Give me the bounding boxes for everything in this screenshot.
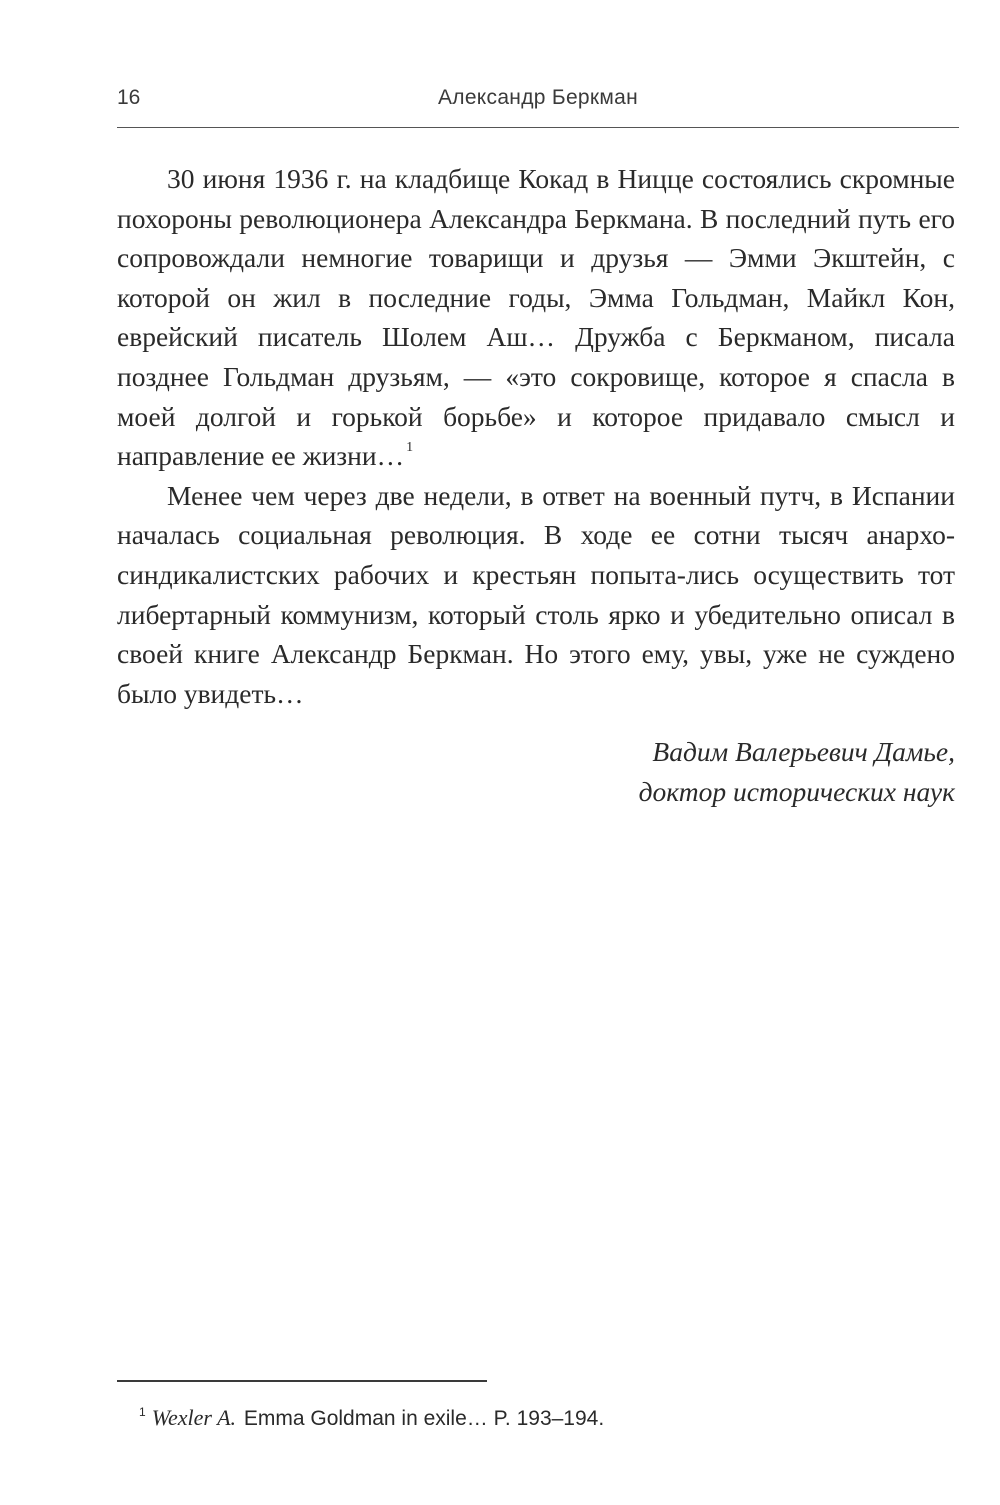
- paragraph-2-text: Менее чем через две недели, в ответ на военный путч, в Испании началась социальная революция. В ходе ее сотни тысяч анархо-синдикалистских рабочих и крестьян попыта-лись осуществить тот либертарный коммунизм, который столь ярко и убедительно описал в своей книге Александр Беркман. Но этого ему, увы, уже не суждено было увидеть…: [117, 479, 955, 709]
- paragraph-2: [117, 476, 955, 714]
- paragraph-1-text: 30 июня 1936 г. на кладбище Кокад в Ницце состоялись скромные похороны революционера Александра Беркмана. В последний путь его сопровождали немногие товарищи и друзья — Эмми Экштейн, с которой он жил в последние годы, Эмма Гольдман, Майкл Кон, еврейский писатель Шолем Аш… Дружба с Беркманом, писала позднее Гольдман друзьям, — «это сокровище, которое я спасла в моей долгой и горькой борьбе» и которое придавало смысл и направление ее жизни…: [117, 163, 955, 472]
- author-signature: [500, 732, 955, 812]
- footnote-author: Wexler A.: [151, 1405, 237, 1430]
- running-head: [117, 86, 959, 122]
- page-number: 16: [117, 86, 141, 109]
- footnote: [139, 1405, 604, 1431]
- footnote-text: Emma Goldman in exile… P. 193–194.: [243, 1407, 605, 1430]
- footnote-reference[interactable]: 1: [406, 440, 414, 456]
- footnote-rule: [117, 1380, 487, 1382]
- main-text: [117, 159, 955, 713]
- header-rule: [117, 127, 959, 128]
- signature-name: Вадим Валерьевич Дамье,: [652, 736, 955, 767]
- running-title: Александр Беркман: [437, 86, 639, 109]
- footnote-marker: 1: [139, 1405, 146, 1419]
- paragraph-1: [117, 159, 955, 476]
- signature-title: доктор исторических наук: [638, 776, 955, 807]
